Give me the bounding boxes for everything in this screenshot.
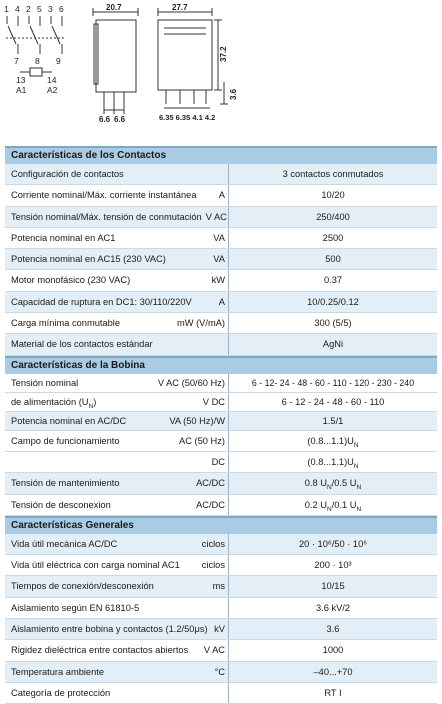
row-unit: °C: [214, 666, 225, 677]
row-label: Vida útil mecánica AC/DC: [11, 538, 118, 549]
technical-drawings: [0, 0, 442, 140]
row-label: Potencia nominal en AC1: [11, 232, 116, 243]
row-unit: ms: [212, 581, 225, 592]
table-row: [5, 249, 437, 270]
row-value: –40...+70: [228, 662, 437, 682]
table-row: [5, 683, 437, 704]
row-value: 200 · 10³: [228, 555, 437, 575]
row-value: AgNi: [228, 334, 437, 354]
row-label: Aislamiento según EN 61810-5: [11, 602, 140, 613]
row-label: Corriente nominal/Máx. corriente instantánea: [11, 190, 197, 201]
row-label: Temperatura ambiente: [11, 666, 105, 677]
row-value: 2500: [228, 228, 437, 248]
pin-label: 7: [14, 56, 19, 66]
specifications-table: [5, 146, 437, 704]
table-row: [5, 662, 437, 683]
coil-nominal-dc-row: de alimentación $(U_N)$ V DC 6 - 12 - 24 - 48 - 60 - 110: [5, 393, 437, 412]
coil-range-dc-row: DC $(0.8...1.1)U_N$: [5, 452, 437, 473]
row-unit: kV: [214, 624, 225, 635]
row-label: Tiempos de conexión/desconexión: [11, 581, 154, 592]
row-unit: [221, 683, 225, 703]
row-value: 1000: [228, 640, 437, 660]
row-value: 10/0.25/0.12: [228, 292, 437, 312]
row-value: 20 · 10⁶/50 · 10⁶: [228, 534, 437, 554]
row-unit: [221, 164, 225, 184]
table-row: [5, 334, 437, 355]
row-value: 500: [228, 249, 437, 269]
row-value: RT I: [228, 683, 437, 703]
row-unit: mW (V/mA): [176, 318, 225, 329]
row-value: 3.6: [228, 619, 437, 639]
row-label: Configuración de contactos: [11, 169, 124, 179]
coil-label: 14: [47, 75, 57, 85]
row-unit: kW: [211, 275, 225, 286]
table-row: [5, 619, 437, 640]
dimension-label: 37.2: [219, 46, 228, 62]
table-row: [5, 207, 437, 228]
section-header-general: Características Generales: [5, 516, 437, 534]
dimension-label: 6.6: [114, 115, 126, 124]
pin-label: 3: [48, 4, 53, 14]
coil-label: 13: [16, 75, 26, 85]
table-row: [5, 270, 437, 291]
front-view-drawing: [150, 0, 260, 135]
row-unit: ciclos: [201, 538, 225, 549]
coil-range-ac-row: Campo de funcionamiento AC (50 Hz) $(0.8...1.1)U_N$: [5, 431, 437, 452]
table-row: [5, 228, 437, 249]
row-value: 250/400: [228, 207, 437, 227]
row-unit: V AC: [203, 645, 225, 656]
table-row: [5, 555, 437, 576]
row-unit: VA: [213, 232, 225, 243]
table-row: [5, 164, 437, 185]
row-value: 10/20: [228, 185, 437, 205]
row-label: Material de los contactos estándar: [11, 339, 153, 350]
row-value: 3 contactos conmutados: [228, 164, 437, 184]
pin-label: 1: [4, 4, 9, 14]
dimension-label: 20.7: [106, 3, 122, 12]
row-value: 3.6 kV/2: [228, 598, 437, 618]
dimension-label: 6.6: [99, 115, 111, 124]
row-label: Motor monofásico (230 VAC): [11, 275, 131, 286]
row-label: Tensión nominal/Máx. tensión de conmutación: [11, 211, 202, 222]
row-label: Potencia nominal en AC15 (230 VAC): [11, 254, 166, 265]
row-unit: A: [218, 190, 225, 201]
row-unit: V AC: [205, 211, 227, 222]
row-label: Aislamiento entre bobina y contactos (1.2/50μs): [11, 624, 208, 635]
coil-label: A1: [16, 85, 27, 95]
row-label: Carga mínima conmutable: [11, 318, 121, 329]
dimension-label: 3.6: [229, 88, 238, 100]
dimension-label: 27.7: [172, 3, 188, 12]
dimension-label: 6.35 6.35 4.1 4.2: [159, 113, 216, 122]
coil-hold-row: Tensión de mantenimiento AC/DC 0.8 $U_N/0.5$ $U_N$: [5, 473, 437, 494]
row-unit: [221, 334, 225, 354]
row-unit: [221, 598, 225, 618]
coil-nominal-ac-row: Tensión nominal V AC (50/60 Hz) 6 - 12- 24 - 48 - 60 - 110 - 120 - 230 - 240: [5, 374, 437, 393]
table-row: [5, 640, 437, 661]
row-value: 300 (5/5): [228, 313, 437, 333]
contacts-rows: [5, 164, 437, 356]
coil-power-row: Potencia nominal en AC/DC VA (50 Hz)/W 1.5/1: [5, 412, 437, 431]
table-row: [5, 534, 437, 555]
row-unit: VA: [213, 254, 225, 265]
wiring-schematic: [0, 0, 80, 100]
coil-release-row: Tensión de desconexion AC/DC 0.2 $U_N/0.1$ $U_N$: [5, 495, 437, 516]
row-label: Capacidad de ruptura en DC1: 30/110/220V: [11, 296, 192, 307]
table-row: [5, 185, 437, 206]
table-row: [5, 292, 437, 313]
row-label: Rigidez dieléctrica entre contactos abiertos: [11, 645, 189, 656]
row-value: 0.37: [228, 270, 437, 290]
section-header-contacts: Características de los Contactos: [5, 146, 437, 164]
pin-label: 6: [59, 4, 64, 14]
pin-label: 5: [37, 4, 42, 14]
row-unit: A: [218, 296, 225, 307]
table-row: [5, 313, 437, 334]
pin-label: 8: [35, 56, 40, 66]
row-label: Vida útil eléctrica con carga nominal AC1: [11, 560, 180, 571]
table-row: [5, 598, 437, 619]
table-row: [5, 576, 437, 597]
section-header-coil: Características de la Bobina: [5, 356, 437, 374]
general-rows: [5, 534, 437, 704]
row-unit: ciclos: [201, 560, 225, 571]
pin-label: 4: [15, 4, 20, 14]
coil-label: A2: [47, 85, 58, 95]
pin-label: 2: [26, 4, 31, 14]
row-label: Categoría de protección: [11, 687, 111, 698]
pin-label: 9: [56, 56, 61, 66]
row-value: 10/15: [228, 576, 437, 596]
